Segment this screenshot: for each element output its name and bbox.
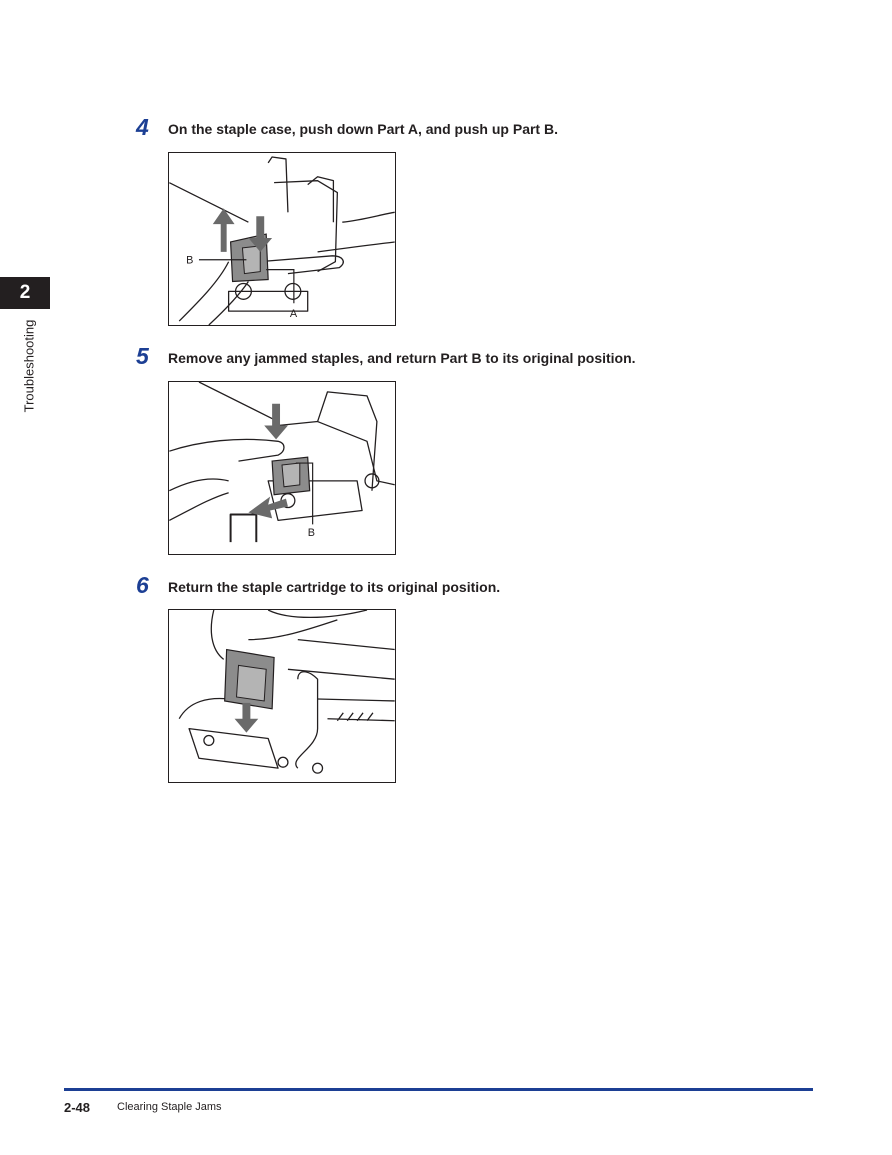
return-staple-cartridge-illustration — [169, 610, 395, 782]
step-6-number: 6 — [136, 572, 149, 598]
step-4-illustration — [168, 152, 396, 326]
page-number: 2-48 — [64, 1100, 91, 1115]
chapter-side-label: Troubleshooting — [21, 319, 37, 413]
step-6-text: Return the staple cartridge to its original position. — [168, 579, 501, 595]
callout-a: A — [289, 308, 298, 321]
step-5-text: Remove any jammed staples, and return Part B to its original position. — [168, 350, 636, 366]
staple-case-push-illustration — [169, 153, 395, 325]
remove-jammed-staples-illustration — [169, 382, 395, 554]
callout-b: B — [307, 527, 315, 540]
step-6-illustration — [168, 609, 396, 783]
footer-rule — [64, 1088, 813, 1091]
callout-b: B — [186, 254, 194, 267]
chapter-tab: 2 — [0, 277, 50, 309]
footer-section-title: Clearing Staple Jams — [117, 1101, 222, 1113]
step-4-number: 4 — [136, 114, 149, 140]
step-5-number: 5 — [136, 343, 149, 369]
step-5-illustration — [168, 381, 396, 555]
step-4-text: On the staple case, push down Part A, and push up Part B. — [168, 121, 558, 137]
